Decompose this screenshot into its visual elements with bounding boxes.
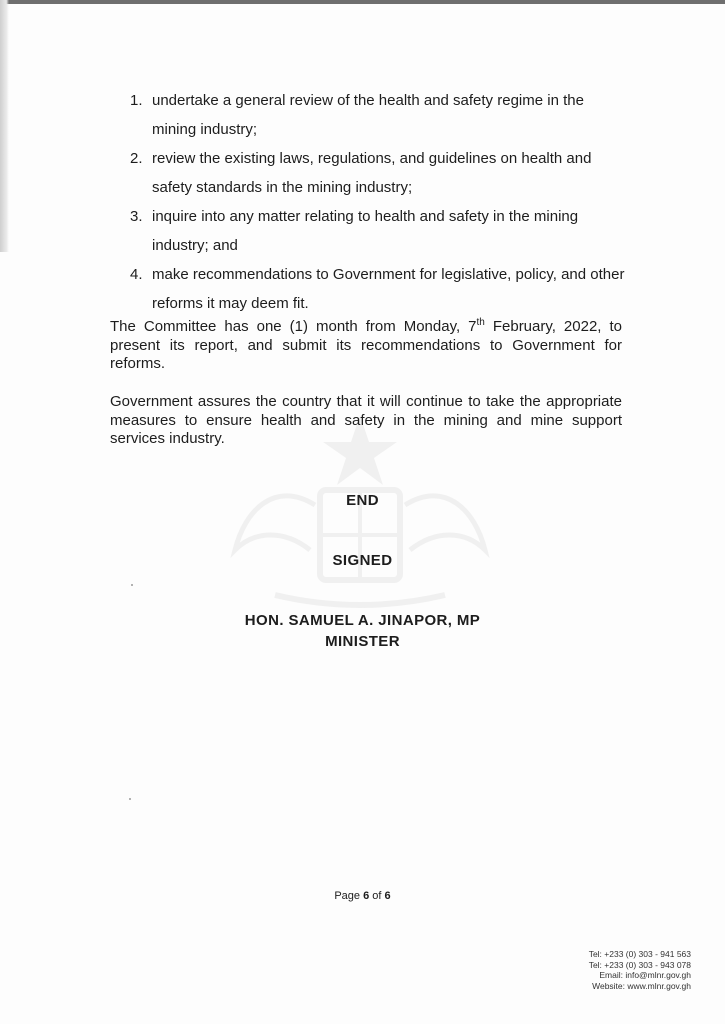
contact-website: Website: www.mlnr.gov.gh — [592, 980, 691, 991]
list-number: 4. — [130, 266, 143, 283]
terms-of-reference-list — [130, 86, 630, 318]
list-text: undertake a general review of the health and safety regime in the mining industry; — [152, 92, 584, 138]
contact-tel-1: Tel: +233 (0) 303 - 941 563 — [588, 949, 691, 959]
list-text: make recommendations to Government for legislative, policy, and other reforms it may deem fit. — [152, 266, 625, 312]
signer-title: MINISTER — [325, 633, 400, 650]
scan-speck — [129, 798, 131, 800]
page-top-edge — [0, 0, 725, 4]
ordinal-suffix: th — [476, 317, 485, 328]
page-number — [0, 890, 725, 902]
contact-tel-2: Tel: +233 (0) 303 - 943 078 — [588, 959, 691, 970]
list-text: review the existing laws, regulations, and guidelines on health and safety standards in the mining industry; — [152, 150, 592, 196]
list-item — [130, 86, 630, 144]
contact-block — [589, 949, 691, 991]
list-number: 3. — [130, 208, 143, 225]
list-number: 1. — [130, 92, 143, 109]
paragraph-text-start: The Committee has one (1) month from Monday, 7 — [110, 318, 477, 335]
list-item — [130, 260, 630, 318]
end-label: END — [346, 492, 379, 509]
page-left-shadow — [0, 0, 9, 252]
signed-label: SIGNED — [332, 552, 393, 569]
page-number-prefix: Page — [334, 890, 364, 902]
page-number-middle: of — [369, 890, 385, 902]
paragraph-text-end: February, 2022, to present its report, and submit its recommendations to Government for reforms. — [110, 318, 622, 372]
signer-name: HON. SAMUEL A. JINAPOR, MP — [244, 612, 481, 629]
committee-deadline-paragraph — [110, 318, 622, 374]
page-number-total: 6 — [384, 890, 391, 902]
page-number-current: 6 — [363, 890, 370, 902]
scan-speck — [131, 584, 133, 586]
list-number: 2. — [130, 150, 143, 167]
list-item — [130, 144, 630, 202]
list-item — [130, 202, 630, 260]
contact-email: Email: info@mlnr.gov.gh — [599, 970, 691, 980]
government-assurance-paragraph: Government assures the country that it will continue to take the appropriate measures to ensure health and safety in the mining and mine support services industry. — [110, 393, 622, 447]
list-text: inquire into any matter relating to health and safety in the mining industry; and — [152, 208, 579, 254]
